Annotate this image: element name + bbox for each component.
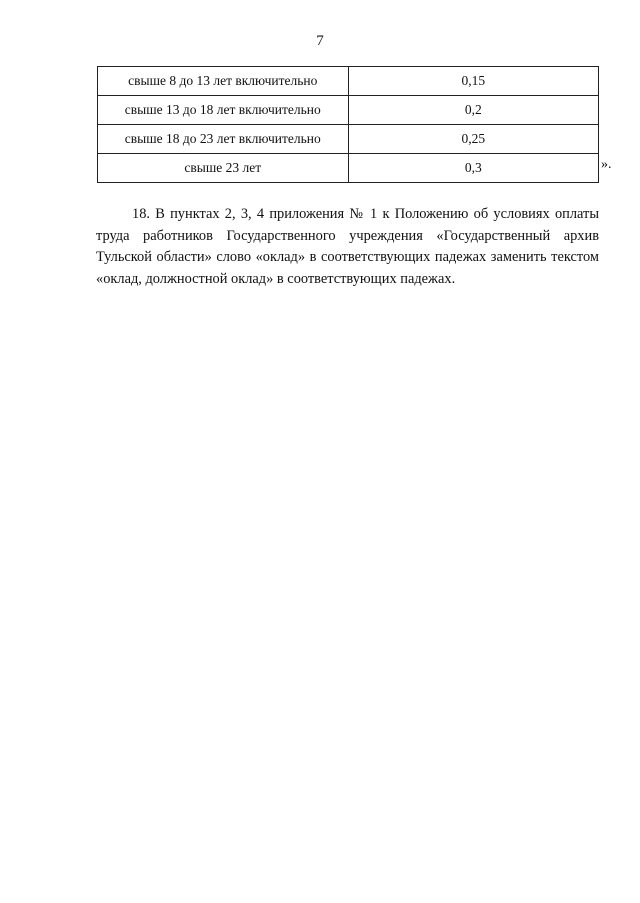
- value-cell: 0,2: [348, 96, 598, 125]
- table-row: [98, 154, 599, 183]
- term-cell: свыше 8 до 13 лет включительно: [98, 67, 349, 96]
- term-cell: свыше 18 до 23 лет включительно: [98, 125, 349, 154]
- amendment-paragraph: 18. В пунктах 2, 3, 4 приложения № 1 к Положению об условиях оплаты труда работников Государственного учреждения «Государственный архив Тульской области» слово «оклад» в соответствующих падежах заменить текстом «оклад, должностной оклад» в соответствующих падежах.: [96, 206, 599, 287]
- table-row: [98, 125, 599, 154]
- coefficient-table: [97, 66, 599, 183]
- value-cell: 0,15: [348, 67, 598, 96]
- term-cell: свыше 13 до 18 лет включительно: [98, 96, 349, 125]
- value-cell: 0,25: [348, 125, 598, 154]
- closing-quote-mark: ».: [601, 157, 612, 172]
- table-row: [98, 67, 599, 96]
- term-cell: свыше 23 лет: [98, 154, 349, 183]
- page-number: 7: [316, 33, 324, 49]
- value-cell: 0,3: [348, 154, 598, 183]
- table-row: [98, 96, 599, 125]
